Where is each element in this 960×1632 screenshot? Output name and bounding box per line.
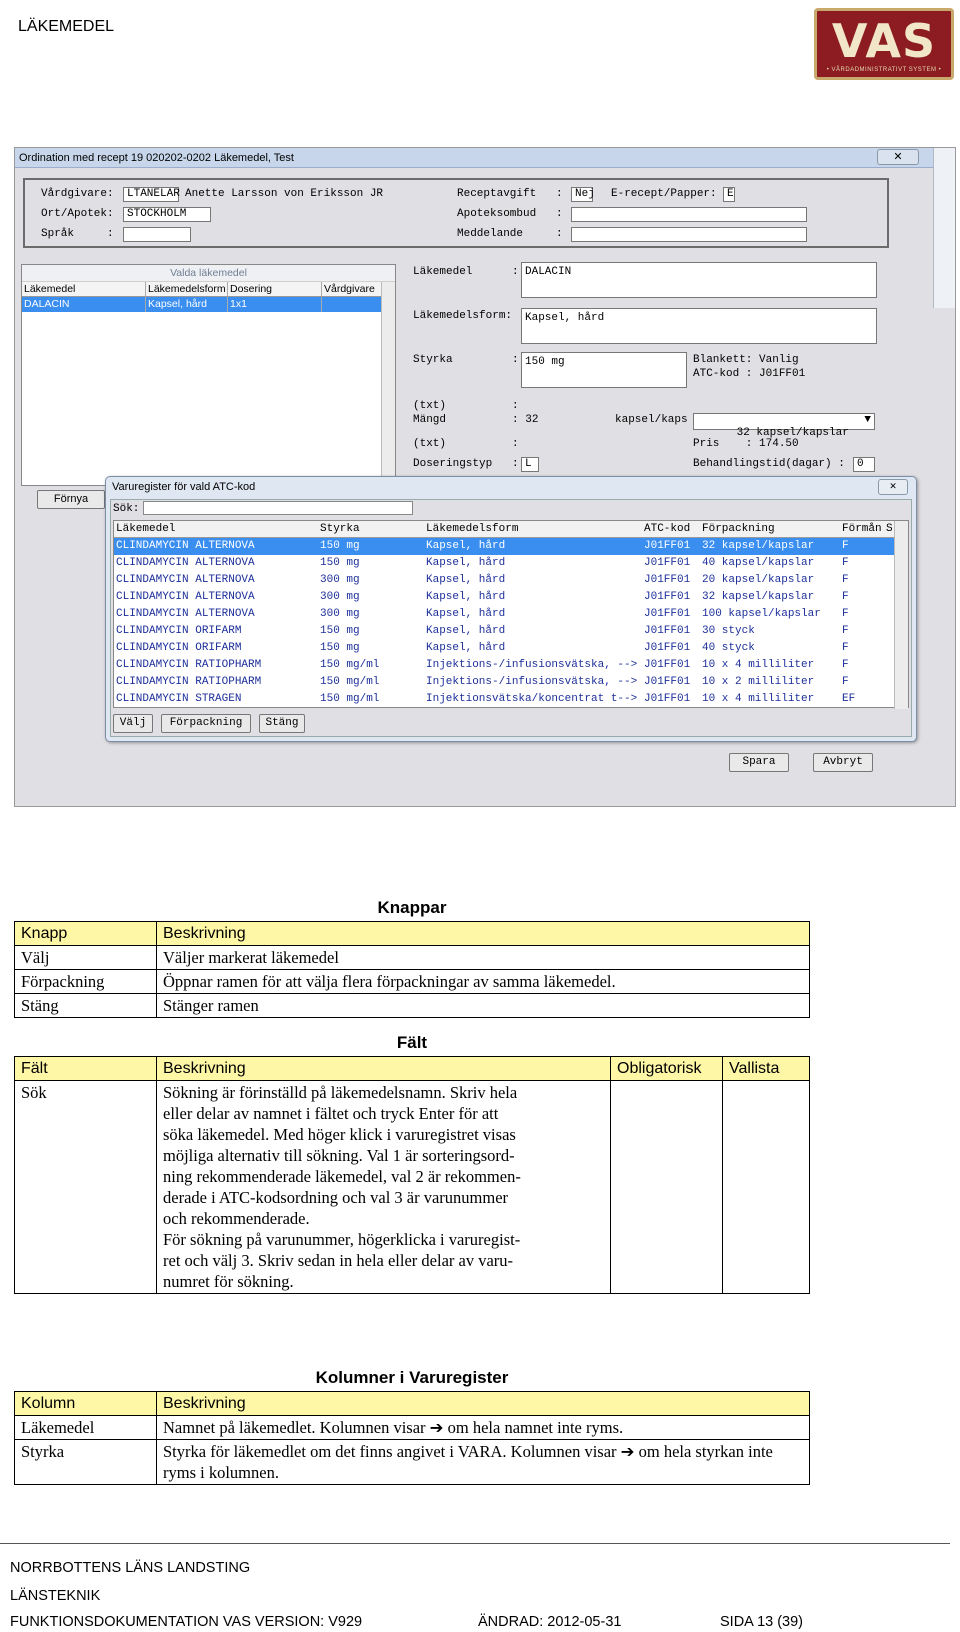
grid-cell: J01FF01 xyxy=(644,659,691,671)
description-line: eller delar av namnet i fältet och tryck Enter för att xyxy=(163,1104,499,1123)
grid-cell: Kapsel, hård xyxy=(426,557,506,569)
falt-name-cell: Sök xyxy=(15,1081,157,1294)
col-s[interactable]: S xyxy=(886,523,893,535)
kapsel-select-value: 32 kapsel/kapslar xyxy=(736,427,849,439)
grid-cell: 150 mg xyxy=(320,625,360,637)
table-row[interactable] xyxy=(114,538,908,555)
col-atc[interactable]: ATC-kod xyxy=(644,523,691,535)
window-close-icon[interactable]: ✕ xyxy=(877,149,919,165)
grid-cell: J01FF01 xyxy=(644,608,691,620)
grid-cell: 150 mg xyxy=(320,557,360,569)
grid-cell: Injektions-/infusionsvätska, --> xyxy=(426,659,638,671)
mangd-label: Mängd : 32 xyxy=(413,414,539,426)
valda-lakemedel-list[interactable] xyxy=(21,264,396,486)
grid-cell: 150 mg/ml xyxy=(320,693,380,705)
sprak-field[interactable] xyxy=(123,227,191,242)
form-field[interactable]: Kapsel, hård xyxy=(521,308,877,344)
styrka-label: Styrka : xyxy=(413,354,519,366)
footer-dept: LÄNSTEKNIK xyxy=(10,1588,101,1604)
footer-changed: ÄNDRAD: 2012-05-31 xyxy=(478,1614,622,1630)
valda-cell: DALACIN xyxy=(22,297,146,312)
valj-button[interactable]: Välj xyxy=(113,714,153,733)
apoteksombud-field[interactable] xyxy=(571,207,807,222)
description-line: och rekommenderade. xyxy=(163,1209,310,1228)
grid-cell: Kapsel, hård xyxy=(426,540,506,552)
table-row[interactable] xyxy=(114,691,908,708)
grid-cell: 32 kapsel/kapslar xyxy=(702,591,815,603)
grid-cell: J01FF01 xyxy=(644,676,691,688)
application-screenshot xyxy=(14,147,956,807)
grid-cell: CLINDAMYCIN ALTERNOVA xyxy=(116,608,255,620)
grid-cell: CLINDAMYCIN RATIOPHARM xyxy=(116,676,262,688)
valda-col-dosering[interactable]: Dosering xyxy=(228,282,322,296)
lakemedel-label: Läkemedel : xyxy=(413,266,519,278)
behandling-field[interactable]: 0 xyxy=(853,457,875,472)
grid-cell: CLINDAMYCIN ORIFARM xyxy=(116,625,242,637)
description-text: om hela styrkan inte ryms i kolumnen. xyxy=(163,1442,773,1482)
table-row[interactable] xyxy=(114,657,908,674)
logo-text: VAS xyxy=(831,14,937,68)
kapsel-select[interactable] xyxy=(693,413,875,439)
grid-cell: 300 mg xyxy=(320,574,360,586)
dialog-title: Varuregister för vald ATC-kod xyxy=(112,481,256,493)
table-row xyxy=(15,1416,810,1440)
knappar-title: Knappar xyxy=(377,898,447,917)
grid-cell: Kapsel, hård xyxy=(426,591,506,603)
grid-cell: J01FF01 xyxy=(644,642,691,654)
grid-cell: CLINDAMYCIN RATIOPHARM xyxy=(116,659,262,671)
doseringstyp-field[interactable]: L xyxy=(521,457,539,472)
description-line: För sökning på varunummer, högerklicka i varuregist- xyxy=(163,1230,521,1249)
description-line: söka läkemedel. Med höger klick i varuregistret visas xyxy=(163,1125,516,1144)
grid-cell: J01FF01 xyxy=(644,574,691,586)
grid-cell: 10 x 2 milliliter xyxy=(702,676,815,688)
receptavgift-field[interactable]: Nej xyxy=(571,187,593,202)
table-row xyxy=(15,994,810,1018)
falt-header-beskrivning: Beskrivning xyxy=(157,1057,611,1081)
grid-cell: J01FF01 xyxy=(644,591,691,603)
knappar-cell: Stäng xyxy=(15,994,157,1018)
grid-cell: 100 kapsel/kapslar xyxy=(702,608,821,620)
kolumner-title: Kolumner i Varuregister xyxy=(315,1368,509,1387)
grid-cell: 20 kapsel/kapslar xyxy=(702,574,815,586)
valda-cell xyxy=(322,297,382,312)
vas-logo xyxy=(814,8,954,80)
logo-subtitle: • VÅRDADMINISTRATIVT SYSTEM • xyxy=(826,67,942,73)
falt-header-falt: Fält xyxy=(15,1057,157,1081)
grid-cell: 150 mg/ml xyxy=(320,659,380,671)
col-forpackning[interactable]: Förpackning xyxy=(702,523,775,535)
kolumner-name-cell: Styrka xyxy=(15,1440,157,1485)
footer-doc: FUNKTIONSDOKUMENTATION VAS VERSION: V929 xyxy=(10,1614,363,1630)
valda-cell: 1x1 xyxy=(228,297,322,312)
knappar-header-knapp: Knapp xyxy=(15,922,157,946)
page-header-title: LÄKEMEDEL xyxy=(18,18,115,35)
description-line: numret för sökning. xyxy=(163,1272,294,1291)
valda-row[interactable] xyxy=(22,297,395,312)
description-text: om hela namnet inte ryms. xyxy=(443,1418,624,1437)
description-line: Sökning är förinställd på läkemedelsnamn. Skriv hela xyxy=(163,1083,518,1102)
erecept-field[interactable]: E xyxy=(723,187,735,202)
grid-cell: CLINDAMYCIN ORIFARM xyxy=(116,642,242,654)
valda-scrollbar[interactable] xyxy=(381,282,395,485)
footer-org: NORRBOTTENS LÄNS LANDSTING xyxy=(10,1560,251,1576)
grid-cell: 150 mg/ml xyxy=(320,676,380,688)
falt-header-vallista: Vallista xyxy=(723,1057,810,1081)
avbryt-button[interactable]: Avbryt xyxy=(813,753,873,772)
prescriber-frame xyxy=(23,178,889,248)
col-form[interactable]: Läkemedelsform xyxy=(426,523,519,535)
pris-text: Pris : 174.50 xyxy=(693,438,799,450)
description-line: ning rekommenderade läkemedel, val 2 är rekommen- xyxy=(163,1167,521,1186)
grid-cell: F xyxy=(842,659,849,671)
table-row xyxy=(15,970,810,994)
kolumner-name-cell: Läkemedel xyxy=(15,1416,157,1440)
chevron-down-icon: ▼ xyxy=(864,414,871,426)
col-forman[interactable]: Förmån xyxy=(842,523,882,535)
txt1-label: (txt) : xyxy=(413,400,519,412)
grid-cell: F xyxy=(842,591,849,603)
arrow-right-icon: ➔ xyxy=(620,1442,635,1461)
varuregister-grid[interactable] xyxy=(113,520,909,708)
table-row[interactable] xyxy=(114,572,908,589)
erecept-label: E-recept/Papper: xyxy=(611,188,717,200)
grid-cell: Injektionsvätska/koncentrat t--> xyxy=(426,693,638,705)
description-text: Styrka för läkemedlet om det finns angivet i VARA. Kolumnen visar xyxy=(163,1442,621,1461)
sok-label: Sök: xyxy=(113,503,140,515)
sok-input[interactable] xyxy=(143,501,413,515)
footer-divider xyxy=(0,1543,950,1544)
grid-cell: Kapsel, hård xyxy=(426,642,506,654)
description-line: derade i ATC-kodsordning och val 3 är varunummer xyxy=(163,1188,509,1207)
vardgivare-name: Anette Larsson von Eriksson JR xyxy=(185,188,384,200)
blankett-text: Blankett: Vanlig xyxy=(693,354,799,366)
grid-cell: CLINDAMYCIN ALTERNOVA xyxy=(116,540,255,552)
receptavgift-label: Receptavgift : xyxy=(457,188,563,200)
vardgivare-label: Vårdgivare: xyxy=(41,188,114,200)
grid-cell: CLINDAMYCIN STRAGEN xyxy=(116,693,242,705)
txt2-label: (txt) : xyxy=(413,438,519,450)
description-text: Namnet på läkemedlet. Kolumnen visar xyxy=(163,1418,430,1437)
grid-cell: F xyxy=(842,540,849,552)
footer-page: SIDA 13 (39) xyxy=(720,1614,804,1630)
grid-cell: F xyxy=(842,557,849,569)
grid-cell: CLINDAMYCIN ALTERNOVA xyxy=(116,557,255,569)
grid-cell: 10 x 4 milliliter xyxy=(702,659,815,671)
grid-cell: F xyxy=(842,608,849,620)
col-styrka[interactable]: Styrka xyxy=(320,523,360,535)
valda-header xyxy=(22,282,395,297)
sprak-label: Språk : xyxy=(41,228,114,240)
description-line: möjliga alternativ till sökning. Val 1 är sorteringsord- xyxy=(163,1146,515,1165)
background-window-edge xyxy=(933,148,955,308)
form-label: Läkemedelsform: xyxy=(413,310,513,322)
ort-apotek-field[interactable]: STOCKHOLM xyxy=(123,207,211,222)
grid-header xyxy=(114,521,908,538)
table-row[interactable] xyxy=(114,640,908,657)
grid-cell: 40 kapsel/kapslar xyxy=(702,557,815,569)
knappar-cell: Öppnar ramen för att välja flera förpackningar av samma läkemedel. xyxy=(157,970,810,994)
valda-col-vardgivare[interactable]: Vårdgivare xyxy=(322,282,382,296)
grid-cell: 300 mg xyxy=(320,591,360,603)
grid-cell: F xyxy=(842,574,849,586)
varuregister-dialog xyxy=(105,476,917,742)
behandling-label: Behandlingstid(dagar) : xyxy=(693,458,845,470)
knappar-cell: Förpackning xyxy=(15,970,157,994)
knappar-cell: Väljer markerat läkemedel xyxy=(157,946,810,970)
falt-obligatorisk-cell xyxy=(611,1081,723,1294)
kolumner-header-beskrivning: Beskrivning xyxy=(157,1392,810,1416)
dialog-close-icon[interactable]: ✕ xyxy=(878,479,908,495)
fornya-button[interactable]: Förnya xyxy=(37,490,105,509)
arrow-right-icon: ➔ xyxy=(429,1418,444,1437)
window-title: Ordination med recept 19 020202-0202 Läkemedel, Test xyxy=(19,152,294,164)
meddelande-label: Meddelande : xyxy=(457,228,563,240)
table-row[interactable] xyxy=(114,623,908,640)
valda-caption: Valda läkemedel xyxy=(22,265,395,282)
grid-cell: F xyxy=(842,676,849,688)
table-row xyxy=(15,1440,810,1485)
knappar-cell: Välj xyxy=(15,946,157,970)
kolumner-header-kolumn: Kolumn xyxy=(15,1392,157,1416)
atc-text: ATC-kod : J01FF01 xyxy=(693,368,806,380)
details-panel xyxy=(401,262,881,492)
grid-cell: 30 styck xyxy=(702,625,755,637)
grid-scrollbar[interactable] xyxy=(894,521,908,709)
falt-table xyxy=(14,1056,810,1294)
grid-cell: CLINDAMYCIN ALTERNOVA xyxy=(116,574,255,586)
description-line: ret och välj 3. Skriv sedan in hela eller delar av varu- xyxy=(163,1251,514,1270)
grid-rows xyxy=(114,538,908,708)
grid-cell: 32 kapsel/kapslar xyxy=(702,540,815,552)
grid-cell: Kapsel, hård xyxy=(426,625,506,637)
grid-cell: 10 x 4 milliliter xyxy=(702,693,815,705)
valda-col-form[interactable]: Läkemedelsform xyxy=(146,282,228,296)
kolumner-description-cell xyxy=(157,1416,810,1440)
table-row xyxy=(15,946,810,970)
spara-button[interactable]: Spara xyxy=(729,753,789,772)
falt-description-cell xyxy=(157,1081,611,1294)
valda-cell: Kapsel, hård xyxy=(146,297,228,312)
meddelande-field[interactable] xyxy=(571,227,807,242)
grid-cell: Injektions-/infusionsvätska, --> xyxy=(426,676,638,688)
grid-cell: J01FF01 xyxy=(644,540,691,552)
grid-cell: 40 styck xyxy=(702,642,755,654)
grid-cell: F xyxy=(842,642,849,654)
dialog-body xyxy=(110,499,912,737)
doseringstyp-label: Doseringstyp : xyxy=(413,458,519,470)
grid-cell: Kapsel, hård xyxy=(426,574,506,586)
ort-label: Ort/Apotek: xyxy=(41,208,114,220)
grid-cell: CLINDAMYCIN ALTERNOVA xyxy=(116,591,255,603)
grid-cell: J01FF01 xyxy=(644,557,691,569)
grid-cell: EF xyxy=(842,693,856,705)
grid-cell: J01FF01 xyxy=(644,693,691,705)
grid-cell: 150 mg xyxy=(320,540,360,552)
table-row[interactable] xyxy=(114,589,908,606)
falt-vallista-cell xyxy=(723,1081,810,1294)
grid-cell: F xyxy=(842,625,849,637)
knappar-header-beskrivning: Beskrivning xyxy=(157,922,810,946)
table-row[interactable] xyxy=(114,555,908,572)
valda-col-lakemedel[interactable]: Läkemedel xyxy=(22,282,146,296)
grid-cell: Kapsel, hård xyxy=(426,608,506,620)
table-row[interactable] xyxy=(114,606,908,623)
table-row[interactable] xyxy=(114,674,908,691)
grid-cell: 300 mg xyxy=(320,608,360,620)
kolumner-description-cell xyxy=(157,1440,810,1485)
lakemedel-field[interactable]: DALACIN xyxy=(521,262,877,298)
apoteksombud-label: Apoteksombud : xyxy=(457,208,563,220)
styrka-field[interactable]: 150 mg xyxy=(521,352,687,388)
grid-cell: 150 mg xyxy=(320,642,360,654)
falt-header-obligatorisk: Obligatorisk xyxy=(611,1057,723,1081)
table-row xyxy=(15,1081,810,1294)
knappar-cell: Stänger ramen xyxy=(157,994,810,1018)
window-titlebar xyxy=(15,148,955,168)
vardgivare-code-field[interactable]: LTANELAR xyxy=(123,187,179,202)
stang-button[interactable]: Stäng xyxy=(259,714,305,733)
knappar-table xyxy=(14,921,810,1018)
grid-cell: J01FF01 xyxy=(644,625,691,637)
kolumner-table xyxy=(14,1391,810,1485)
falt-title: Fält xyxy=(396,1033,428,1052)
col-lakemedel[interactable]: Läkemedel xyxy=(116,523,176,535)
kapsel-label: kapsel/kaps xyxy=(615,414,688,426)
forpackning-button[interactable]: Förpackning xyxy=(161,714,251,733)
